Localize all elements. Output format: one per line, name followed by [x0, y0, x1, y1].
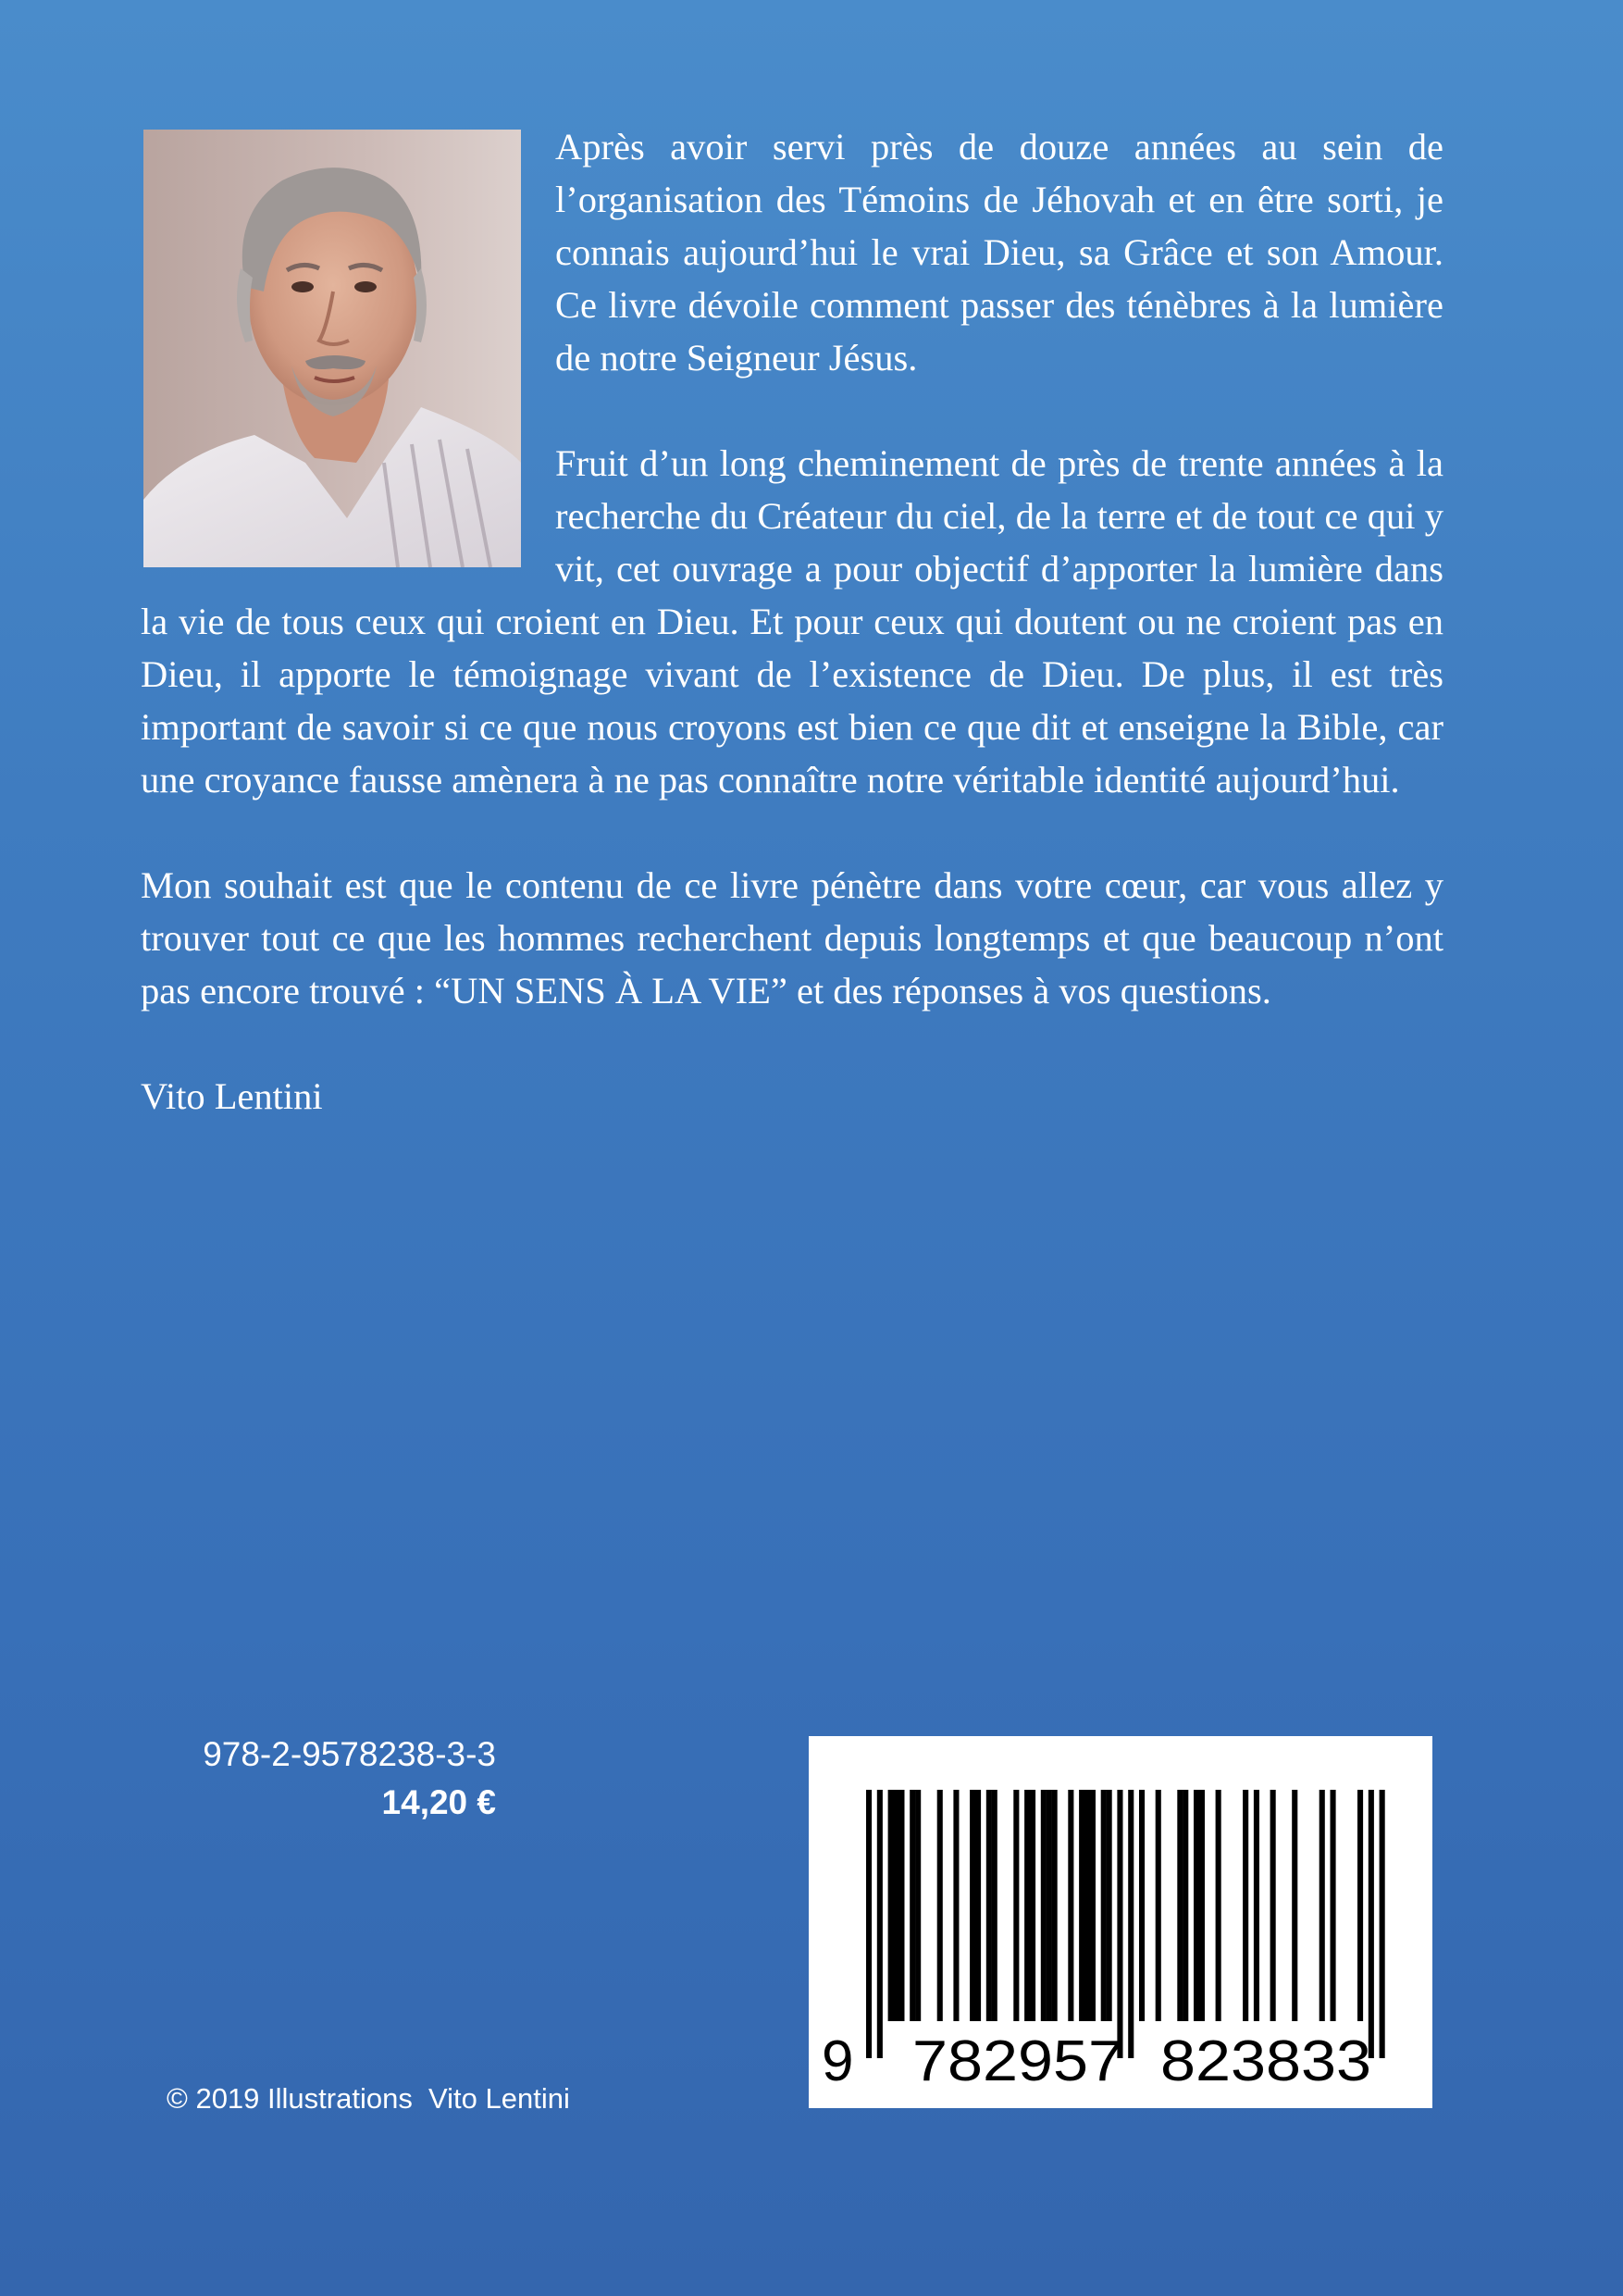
price: 14,20 € [381, 1783, 496, 1821]
barcode-bar [1319, 1790, 1325, 2021]
barcode-bar [1041, 1790, 1047, 2021]
barcode-bar [1079, 1790, 1084, 2021]
barcode-bar [1369, 1790, 1374, 2058]
barcode-graphic [809, 1736, 1432, 2108]
barcode-bar [910, 1790, 915, 2021]
barcode-bar [1117, 1790, 1122, 2058]
barcode-bar [970, 1790, 975, 2021]
barcode-bar [1128, 1790, 1134, 2058]
barcode-bar [1292, 1790, 1297, 2021]
barcode-bar [1090, 1790, 1096, 2021]
barcode [809, 1736, 1432, 2108]
barcode-bar [1068, 1790, 1073, 2021]
paragraph-1: Après avoir servi près de douze années au sein de l’organisation des Témoins de Jéhovah et en être sorti, je connais aujourd’hui le vrai Dieu, sa Grâce et son Amour. Ce livre dévoile comment passer des ténèbres à la lumière de notre Seigneur Jésus. [555, 126, 1443, 379]
barcode-bar [1270, 1790, 1276, 2021]
barcode-bar [1013, 1790, 1019, 2021]
barcode-bar [866, 1790, 872, 2058]
barcode-bar [986, 1790, 992, 2021]
barcode-bar [1243, 1790, 1248, 2021]
barcode-bar [1380, 1790, 1385, 2058]
photo-spacer [141, 120, 555, 576]
barcode-bar [894, 1790, 899, 2021]
barcode-bar [1052, 1790, 1058, 2021]
barcode-bar [1199, 1790, 1205, 2021]
barcode-bar [1107, 1790, 1112, 2021]
barcode-bar [1331, 1790, 1336, 2021]
barcode-digit-first: 9 [822, 2029, 854, 2093]
barcode-bar [915, 1790, 921, 2021]
barcode-bar [1216, 1790, 1221, 2021]
barcode-bar [1254, 1790, 1259, 2021]
barcode-bars [866, 1790, 1385, 2058]
barcode-bar [1139, 1790, 1145, 2021]
barcode-bar [1030, 1790, 1035, 2021]
barcode-bar [937, 1790, 943, 2021]
barcode-bar [1024, 1790, 1030, 2021]
barcode-bar [1047, 1790, 1052, 2021]
barcode-bar [1183, 1790, 1188, 2021]
barcode-bar [1101, 1790, 1107, 2021]
barcode-bar [877, 1790, 883, 2058]
barcode-bar [1177, 1790, 1183, 2021]
barcode-bar [1194, 1790, 1199, 2021]
body-text [141, 120, 1443, 1123]
barcode-bar [1084, 1790, 1090, 2021]
copyright-notice: © 2019 Illustrations Vito Lentini [167, 2082, 570, 2115]
isbn-number: 978-2-9578238-3-3 [203, 1735, 496, 1773]
barcode-bar [992, 1790, 997, 2021]
barcode-bar [898, 1790, 904, 2021]
author-signature: Vito Lentini [141, 1075, 323, 1117]
barcode-bar [888, 1790, 894, 2021]
isbn-block [167, 1731, 496, 1827]
barcode-digits-right: 823833 [1160, 2029, 1371, 2093]
barcode-bar [975, 1790, 981, 2021]
barcode-bar [1156, 1790, 1161, 2021]
barcode-bar [953, 1790, 959, 2021]
barcode-digits-left: 782957 [912, 2029, 1123, 2093]
barcode-bar [1357, 1790, 1363, 2021]
paragraph-3: Mon souhait est que le contenu de ce livre pénètre dans votre cœur, car vous allez y trouver tout ce que les hommes recherchent depuis longtemps et que beaucoup n’ont pas encore trouvé : “UN SENS À LA VIE” et des réponses à vos questions. [141, 864, 1443, 1011]
paragraph-2: Fruit d’un long cheminement de près de trente années à la recherche du Créateur du ciel, de la terre et de tout ce qui y vit, cet ouvrage a pour objectif d’apporter la lumière dans la vie de tous ceux qui croient en Dieu. Et pour ceux qui doutent ou ne croient pas en Dieu, il apporte le témoignage vivant de l’existence de Dieu. De plus, il est très important de savoir si ce que nous croyons est bien ce que dit et enseigne la Bible, car une croyance fausse amènera à ne pas connaître notre véritable identité aujourd’hui. [141, 442, 1443, 800]
